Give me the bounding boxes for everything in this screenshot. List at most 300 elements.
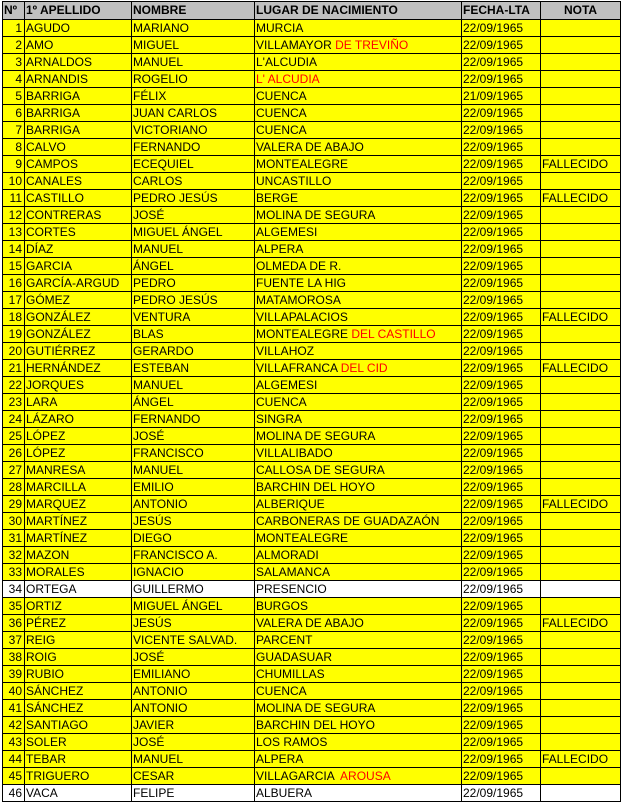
cell-fecha[interactable]: 22/09/1965 — [462, 105, 541, 122]
cell-apellido[interactable]: GONZÁLEZ — [25, 326, 132, 343]
cell-nota[interactable] — [541, 513, 621, 530]
cell-lugar[interactable] — [255, 156, 462, 173]
cell-apellido[interactable]: AMO — [25, 37, 132, 54]
cell-nombre[interactable]: FELIPE — [132, 785, 255, 802]
cell-nota[interactable] — [541, 700, 621, 717]
cell-lugar[interactable] — [255, 122, 462, 139]
cell-lugar[interactable] — [255, 190, 462, 207]
cell-num[interactable]: 33 — [3, 564, 25, 581]
cell-fecha[interactable]: 22/09/1965 — [462, 496, 541, 513]
cell-apellido[interactable]: SANTIAGO — [25, 717, 132, 734]
cell-apellido[interactable]: TRIGUERO — [25, 768, 132, 785]
cell-lugar[interactable] — [255, 105, 462, 122]
cell-nombre[interactable]: FERNANDO — [132, 411, 255, 428]
cell-lugar[interactable] — [255, 37, 462, 54]
cell-nombre[interactable]: GERARDO — [132, 343, 255, 360]
cell-num[interactable]: 19 — [3, 326, 25, 343]
cell-num[interactable]: 28 — [3, 479, 25, 496]
cell-nombre[interactable]: MIGUEL ÁNGEL — [132, 598, 255, 615]
cell-nota[interactable] — [541, 666, 621, 683]
cell-num[interactable]: 38 — [3, 649, 25, 666]
header-num[interactable]: Nº — [3, 2, 25, 20]
cell-num[interactable]: 7 — [3, 122, 25, 139]
cell-num[interactable]: 20 — [3, 343, 25, 360]
cell-lugar[interactable] — [255, 666, 462, 683]
cell-num[interactable]: 27 — [3, 462, 25, 479]
cell-num[interactable]: 46 — [3, 785, 25, 802]
cell-lugar[interactable] — [255, 326, 462, 343]
cell-nota[interactable] — [541, 105, 621, 122]
cell-num[interactable]: 43 — [3, 734, 25, 751]
cell-apellido[interactable]: LARA — [25, 394, 132, 411]
cell-fecha[interactable]: 22/09/1965 — [462, 156, 541, 173]
cell-apellido[interactable]: GARCÍA-ARGUD — [25, 275, 132, 292]
cell-nombre[interactable]: MIGUEL ÁNGEL — [132, 224, 255, 241]
cell-nota[interactable]: FALLECIDO — [541, 496, 621, 513]
cell-lugar[interactable] — [255, 20, 462, 37]
cell-lugar[interactable] — [255, 275, 462, 292]
cell-apellido[interactable]: PÉREZ — [25, 615, 132, 632]
cell-fecha[interactable]: 22/09/1965 — [462, 683, 541, 700]
lugar-text: VALERA DE ABAJO — [256, 615, 364, 630]
cell-nota[interactable] — [541, 54, 621, 71]
cell-fecha[interactable]: 22/09/1965 — [462, 530, 541, 547]
cell-nombre[interactable]: ROGELIO — [132, 71, 255, 88]
cell-num[interactable]: 13 — [3, 224, 25, 241]
cell-apellido[interactable]: CASTILLO — [25, 190, 132, 207]
cell-num[interactable]: 15 — [3, 258, 25, 275]
cell-nota[interactable] — [541, 428, 621, 445]
cell-nota[interactable]: FALLECIDO — [541, 751, 621, 768]
table-row — [3, 666, 621, 683]
header-fecha[interactable]: FECHA-LTA — [462, 2, 541, 20]
lugar-text: VILLAPALACIOS — [256, 309, 348, 324]
cell-lugar[interactable] — [255, 564, 462, 581]
cell-fecha[interactable]: 22/09/1965 — [462, 394, 541, 411]
cell-nota[interactable] — [541, 768, 621, 785]
cell-lugar[interactable] — [255, 734, 462, 751]
cell-nombre[interactable]: JOSÉ — [132, 207, 255, 224]
cell-nombre[interactable]: ANTONIO — [132, 683, 255, 700]
cell-num[interactable]: 9 — [3, 156, 25, 173]
cell-nombre[interactable]: JESÚS — [132, 615, 255, 632]
cell-apellido[interactable]: LÓPEZ — [25, 428, 132, 445]
cell-fecha[interactable]: 22/09/1965 — [462, 581, 541, 598]
header-nombre[interactable]: NOMBRE — [132, 2, 255, 20]
cell-nombre[interactable]: JOSÉ — [132, 734, 255, 751]
cell-apellido[interactable]: ORTIZ — [25, 598, 132, 615]
cell-fecha[interactable]: 22/09/1965 — [462, 343, 541, 360]
cell-lugar[interactable] — [255, 462, 462, 479]
lugar-text: CUENCA — [256, 88, 307, 103]
cell-nombre[interactable]: ANTONIO — [132, 496, 255, 513]
cell-nombre[interactable]: JESÚS — [132, 513, 255, 530]
cell-apellido[interactable]: SÁNCHEZ — [25, 700, 132, 717]
cell-nota[interactable] — [541, 241, 621, 258]
cell-nota[interactable] — [541, 734, 621, 751]
cell-apellido[interactable]: GUTIÉRREZ — [25, 343, 132, 360]
cell-apellido[interactable]: JORQUES — [25, 377, 132, 394]
cell-nombre[interactable]: FRANCISCO A. — [132, 547, 255, 564]
cell-apellido[interactable]: MAZON — [25, 547, 132, 564]
cell-num[interactable]: 29 — [3, 496, 25, 513]
cell-num[interactable]: 10 — [3, 173, 25, 190]
cell-num[interactable]: 18 — [3, 309, 25, 326]
cell-nombre[interactable]: DIEGO — [132, 530, 255, 547]
cell-lugar[interactable] — [255, 598, 462, 615]
cell-nota[interactable] — [541, 258, 621, 275]
cell-fecha[interactable]: 22/09/1965 — [462, 564, 541, 581]
cell-lugar[interactable] — [255, 224, 462, 241]
table-row — [3, 649, 621, 666]
cell-apellido[interactable]: BARRIGA — [25, 122, 132, 139]
cell-apellido[interactable]: TEBAR — [25, 751, 132, 768]
cell-lugar[interactable] — [255, 309, 462, 326]
cell-nombre[interactable]: JOSÉ — [132, 428, 255, 445]
cell-fecha[interactable]: 22/09/1965 — [462, 71, 541, 88]
cell-fecha[interactable]: 22/09/1965 — [462, 751, 541, 768]
cell-nombre[interactable]: EMILIO — [132, 479, 255, 496]
cell-nota[interactable]: FALLECIDO — [541, 360, 621, 377]
cell-nombre[interactable]: VENTURA — [132, 309, 255, 326]
cell-nombre[interactable]: MANUEL — [132, 54, 255, 71]
cell-num[interactable]: 1 — [3, 20, 25, 37]
cell-lugar[interactable] — [255, 207, 462, 224]
cell-apellido[interactable]: BARRIGA — [25, 105, 132, 122]
cell-nombre[interactable]: PEDRO JESÚS — [132, 292, 255, 309]
header-nota[interactable]: NOTA — [541, 2, 621, 20]
cell-apellido[interactable]: SOLER — [25, 734, 132, 751]
cell-num[interactable]: 45 — [3, 768, 25, 785]
cell-lugar[interactable] — [255, 683, 462, 700]
cell-fecha[interactable]: 22/09/1965 — [462, 207, 541, 224]
cell-fecha[interactable]: 22/09/1965 — [462, 224, 541, 241]
cell-nombre[interactable]: MARIANO — [132, 20, 255, 37]
cell-nota[interactable] — [541, 632, 621, 649]
cell-lugar[interactable] — [255, 649, 462, 666]
cell-nota[interactable] — [541, 462, 621, 479]
cell-fecha[interactable]: 22/09/1965 — [462, 462, 541, 479]
cell-fecha[interactable]: 22/09/1965 — [462, 275, 541, 292]
cell-nota[interactable] — [541, 224, 621, 241]
cell-nombre[interactable]: ANTONIO — [132, 700, 255, 717]
cell-num[interactable]: 5 — [3, 88, 25, 105]
cell-num[interactable]: 11 — [3, 190, 25, 207]
header-lugar[interactable]: LUGAR DE NACIMIENTO — [255, 2, 462, 20]
cell-apellido[interactable]: ORTEGA — [25, 581, 132, 598]
cell-nota[interactable]: FALLECIDO — [541, 190, 621, 207]
cell-apellido[interactable]: LÁZARO — [25, 411, 132, 428]
lugar-text: VILLALIBADO — [256, 445, 333, 460]
cell-lugar[interactable] — [255, 394, 462, 411]
cell-fecha[interactable]: 22/09/1965 — [462, 632, 541, 649]
cell-lugar[interactable] — [255, 581, 462, 598]
cell-fecha[interactable]: 22/09/1965 — [462, 445, 541, 462]
cell-num[interactable]: 31 — [3, 530, 25, 547]
cell-nombre[interactable]: PEDRO JESÚS — [132, 190, 255, 207]
cell-num[interactable]: 14 — [3, 241, 25, 258]
header-apellido[interactable]: 1º APELLIDO — [25, 2, 132, 20]
cell-nombre[interactable]: ESTEBAN — [132, 360, 255, 377]
cell-num[interactable]: 22 — [3, 377, 25, 394]
cell-lugar[interactable] — [255, 479, 462, 496]
cell-nota[interactable] — [541, 20, 621, 37]
cell-nombre[interactable]: MANUEL — [132, 751, 255, 768]
table-row — [3, 615, 621, 632]
cell-nota[interactable] — [541, 275, 621, 292]
cell-nota[interactable] — [541, 292, 621, 309]
cell-lugar[interactable] — [255, 530, 462, 547]
cell-num[interactable]: 39 — [3, 666, 25, 683]
cell-nombre[interactable]: MANUEL — [132, 462, 255, 479]
lugar-text: MONTEALEGRE — [256, 156, 349, 171]
cell-fecha[interactable]: 22/09/1965 — [462, 513, 541, 530]
cell-lugar[interactable] — [255, 445, 462, 462]
cell-apellido[interactable]: MARCILLA — [25, 479, 132, 496]
cell-nota[interactable]: FALLECIDO — [541, 615, 621, 632]
cell-lugar[interactable] — [255, 360, 462, 377]
cell-lugar[interactable] — [255, 547, 462, 564]
cell-num[interactable]: 44 — [3, 751, 25, 768]
cell-nota[interactable] — [541, 547, 621, 564]
cell-nota[interactable]: FALLECIDO — [541, 156, 621, 173]
cell-apellido[interactable]: SÁNCHEZ — [25, 683, 132, 700]
cell-lugar[interactable] — [255, 173, 462, 190]
cell-nombre[interactable]: ÁNGEL — [132, 394, 255, 411]
cell-apellido[interactable]: VACA — [25, 785, 132, 802]
cell-fecha[interactable]: 22/09/1965 — [462, 139, 541, 156]
cell-fecha[interactable]: 22/09/1965 — [462, 411, 541, 428]
cell-nota[interactable] — [541, 394, 621, 411]
cell-nombre[interactable]: EMILIANO — [132, 666, 255, 683]
cell-num[interactable]: 41 — [3, 700, 25, 717]
cell-nota[interactable] — [541, 479, 621, 496]
cell-num[interactable]: 32 — [3, 547, 25, 564]
cell-nota[interactable] — [541, 598, 621, 615]
cell-nombre[interactable]: JUAN CARLOS — [132, 105, 255, 122]
cell-num[interactable]: 21 — [3, 360, 25, 377]
cell-apellido[interactable]: GONZÁLEZ — [25, 309, 132, 326]
cell-apellido[interactable]: MORALES — [25, 564, 132, 581]
cell-fecha[interactable]: 22/09/1965 — [462, 479, 541, 496]
cell-lugar[interactable] — [255, 411, 462, 428]
cell-num[interactable]: 17 — [3, 292, 25, 309]
cell-fecha[interactable]: 22/09/1965 — [462, 241, 541, 258]
cell-nombre[interactable]: JOSÉ — [132, 649, 255, 666]
cell-num[interactable]: 8 — [3, 139, 25, 156]
cell-nombre[interactable]: BLAS — [132, 326, 255, 343]
cell-num[interactable]: 34 — [3, 581, 25, 598]
cell-num[interactable]: 2 — [3, 37, 25, 54]
cell-nota[interactable] — [541, 207, 621, 224]
cell-nombre[interactable]: PEDRO — [132, 275, 255, 292]
lugar-extra-text: DE TREVIÑO — [335, 37, 409, 52]
cell-nota[interactable] — [541, 377, 621, 394]
cell-apellido[interactable]: CONTRERAS — [25, 207, 132, 224]
cell-nombre[interactable]: ECEQUIEL — [132, 156, 255, 173]
cell-nombre[interactable]: FÉLIX — [132, 88, 255, 105]
cell-nombre[interactable]: MANUEL — [132, 377, 255, 394]
cell-fecha[interactable]: 22/09/1965 — [462, 547, 541, 564]
cell-apellido[interactable]: MARTÍNEZ — [25, 530, 132, 547]
cell-nota[interactable] — [541, 173, 621, 190]
cell-num[interactable]: 12 — [3, 207, 25, 224]
cell-fecha[interactable]: 22/09/1965 — [462, 173, 541, 190]
cell-nombre[interactable]: VICENTE SALVAD. — [132, 632, 255, 649]
cell-apellido[interactable]: CALVO — [25, 139, 132, 156]
cell-nombre[interactable]: CARLOS — [132, 173, 255, 190]
cell-nombre[interactable]: FERNANDO — [132, 139, 255, 156]
cell-fecha[interactable]: 22/09/1965 — [462, 190, 541, 207]
cell-num[interactable]: 35 — [3, 598, 25, 615]
cell-nombre[interactable]: GUILLERMO — [132, 581, 255, 598]
cell-lugar[interactable] — [255, 258, 462, 275]
cell-num[interactable]: 26 — [3, 445, 25, 462]
cell-fecha[interactable]: 22/09/1965 — [462, 649, 541, 666]
lugar-text: SINGRA — [256, 411, 303, 426]
cell-lugar[interactable] — [255, 768, 462, 785]
cell-fecha[interactable]: 22/09/1965 — [462, 360, 541, 377]
cell-fecha[interactable]: 22/09/1965 — [462, 258, 541, 275]
cell-nota[interactable] — [541, 785, 621, 802]
cell-num[interactable]: 30 — [3, 513, 25, 530]
cell-num[interactable]: 42 — [3, 717, 25, 734]
cell-nombre[interactable]: JAVIER — [132, 717, 255, 734]
cell-lugar[interactable] — [255, 632, 462, 649]
cell-nota[interactable] — [541, 581, 621, 598]
cell-num[interactable]: 37 — [3, 632, 25, 649]
cell-fecha[interactable]: 22/09/1965 — [462, 54, 541, 71]
cell-apellido[interactable]: CANALES — [25, 173, 132, 190]
cell-lugar[interactable] — [255, 71, 462, 88]
cell-num[interactable]: 36 — [3, 615, 25, 632]
cell-nombre[interactable]: FRANCISCO — [132, 445, 255, 462]
cell-apellido[interactable]: CORTES — [25, 224, 132, 241]
cell-nota[interactable] — [541, 530, 621, 547]
cell-lugar[interactable] — [255, 615, 462, 632]
cell-num[interactable]: 4 — [3, 71, 25, 88]
cell-fecha[interactable]: 22/09/1965 — [462, 700, 541, 717]
cell-fecha[interactable]: 22/09/1965 — [462, 122, 541, 139]
cell-lugar[interactable] — [255, 343, 462, 360]
cell-lugar[interactable] — [255, 88, 462, 105]
cell-nota[interactable] — [541, 88, 621, 105]
cell-lugar[interactable] — [255, 292, 462, 309]
cell-lugar[interactable] — [255, 717, 462, 734]
cell-nombre[interactable]: VICTORIANO — [132, 122, 255, 139]
cell-apellido[interactable]: BARRIGA — [25, 88, 132, 105]
cell-fecha[interactable]: 22/09/1965 — [462, 428, 541, 445]
cell-nota[interactable] — [541, 411, 621, 428]
cell-lugar[interactable] — [255, 751, 462, 768]
table-row — [3, 122, 621, 139]
cell-apellido[interactable]: MARTÍNEZ — [25, 513, 132, 530]
cell-fecha[interactable]: 22/09/1965 — [462, 615, 541, 632]
cell-lugar[interactable] — [255, 785, 462, 802]
cell-apellido[interactable]: ROIG — [25, 649, 132, 666]
cell-nota[interactable] — [541, 717, 621, 734]
cell-fecha[interactable]: 22/09/1965 — [462, 326, 541, 343]
cell-apellido[interactable]: RUBIO — [25, 666, 132, 683]
cell-num[interactable]: 6 — [3, 105, 25, 122]
cell-fecha[interactable]: 22/09/1965 — [462, 598, 541, 615]
cell-num[interactable]: 23 — [3, 394, 25, 411]
lugar-text: L'ALCUDIA — [256, 54, 317, 69]
cell-fecha[interactable]: 22/09/1965 — [462, 785, 541, 802]
lugar-extra-text: DEL CID — [340, 360, 388, 375]
cell-num[interactable]: 24 — [3, 411, 25, 428]
cell-lugar[interactable] — [255, 428, 462, 445]
cell-apellido[interactable]: LÓPEZ — [25, 445, 132, 462]
cell-fecha[interactable]: 22/09/1965 — [462, 377, 541, 394]
cell-apellido[interactable]: CAMPOS — [25, 156, 132, 173]
table-row — [3, 768, 621, 785]
cell-lugar[interactable] — [255, 54, 462, 71]
cell-fecha[interactable]: 22/09/1965 — [462, 20, 541, 37]
cell-nota[interactable] — [541, 649, 621, 666]
cell-fecha[interactable]: 21/09/1965 — [462, 88, 541, 105]
cell-fecha[interactable]: 22/09/1965 — [462, 734, 541, 751]
cell-apellido[interactable]: MARQUEZ — [25, 496, 132, 513]
lugar-text: VALERA DE ABAJO — [256, 139, 364, 154]
cell-num[interactable]: 25 — [3, 428, 25, 445]
cell-apellido[interactable]: ARNALDOS — [25, 54, 132, 71]
cell-nota[interactable] — [541, 122, 621, 139]
cell-fecha[interactable]: 22/09/1965 — [462, 37, 541, 54]
cell-nota[interactable] — [541, 683, 621, 700]
cell-fecha[interactable]: 22/09/1965 — [462, 666, 541, 683]
cell-apellido[interactable]: DÍAZ — [25, 241, 132, 258]
cell-lugar[interactable] — [255, 241, 462, 258]
cell-apellido[interactable]: ARNANDIS — [25, 71, 132, 88]
cell-apellido[interactable]: REIG — [25, 632, 132, 649]
cell-lugar[interactable] — [255, 700, 462, 717]
cell-apellido[interactable]: AGUDO — [25, 20, 132, 37]
cell-nota[interactable] — [541, 139, 621, 156]
cell-nota[interactable] — [541, 71, 621, 88]
cell-num[interactable]: 40 — [3, 683, 25, 700]
cell-apellido[interactable]: MANRESA — [25, 462, 132, 479]
cell-fecha[interactable]: 22/09/1965 — [462, 717, 541, 734]
cell-nombre[interactable]: MANUEL — [132, 241, 255, 258]
cell-nombre[interactable]: ÁNGEL — [132, 258, 255, 275]
cell-nota[interactable] — [541, 326, 621, 343]
cell-lugar[interactable] — [255, 377, 462, 394]
cell-nota[interactable]: FALLECIDO — [541, 309, 621, 326]
cell-nota[interactable] — [541, 445, 621, 462]
cell-nota[interactable] — [541, 343, 621, 360]
lugar-text: SALAMANCA — [256, 564, 331, 579]
cell-apellido[interactable]: GÓMEZ — [25, 292, 132, 309]
cell-apellido[interactable]: HERNÁNDEZ — [25, 360, 132, 377]
lugar-text: CHUMILLAS — [256, 666, 325, 681]
cell-lugar[interactable] — [255, 513, 462, 530]
cell-lugar[interactable] — [255, 139, 462, 156]
cell-fecha[interactable]: 22/09/1965 — [462, 768, 541, 785]
cell-fecha[interactable]: 22/09/1965 — [462, 292, 541, 309]
cell-num[interactable]: 16 — [3, 275, 25, 292]
cell-fecha[interactable]: 22/09/1965 — [462, 309, 541, 326]
cell-nota[interactable] — [541, 37, 621, 54]
cell-apellido[interactable]: GARCIA — [25, 258, 132, 275]
cell-nombre[interactable]: CESAR — [132, 768, 255, 785]
cell-nombre[interactable]: IGNACIO — [132, 564, 255, 581]
cell-nota[interactable] — [541, 564, 621, 581]
table-row — [3, 224, 621, 241]
cell-num[interactable]: 3 — [3, 54, 25, 71]
cell-lugar[interactable] — [255, 496, 462, 513]
cell-nombre[interactable]: MIGUEL — [132, 37, 255, 54]
